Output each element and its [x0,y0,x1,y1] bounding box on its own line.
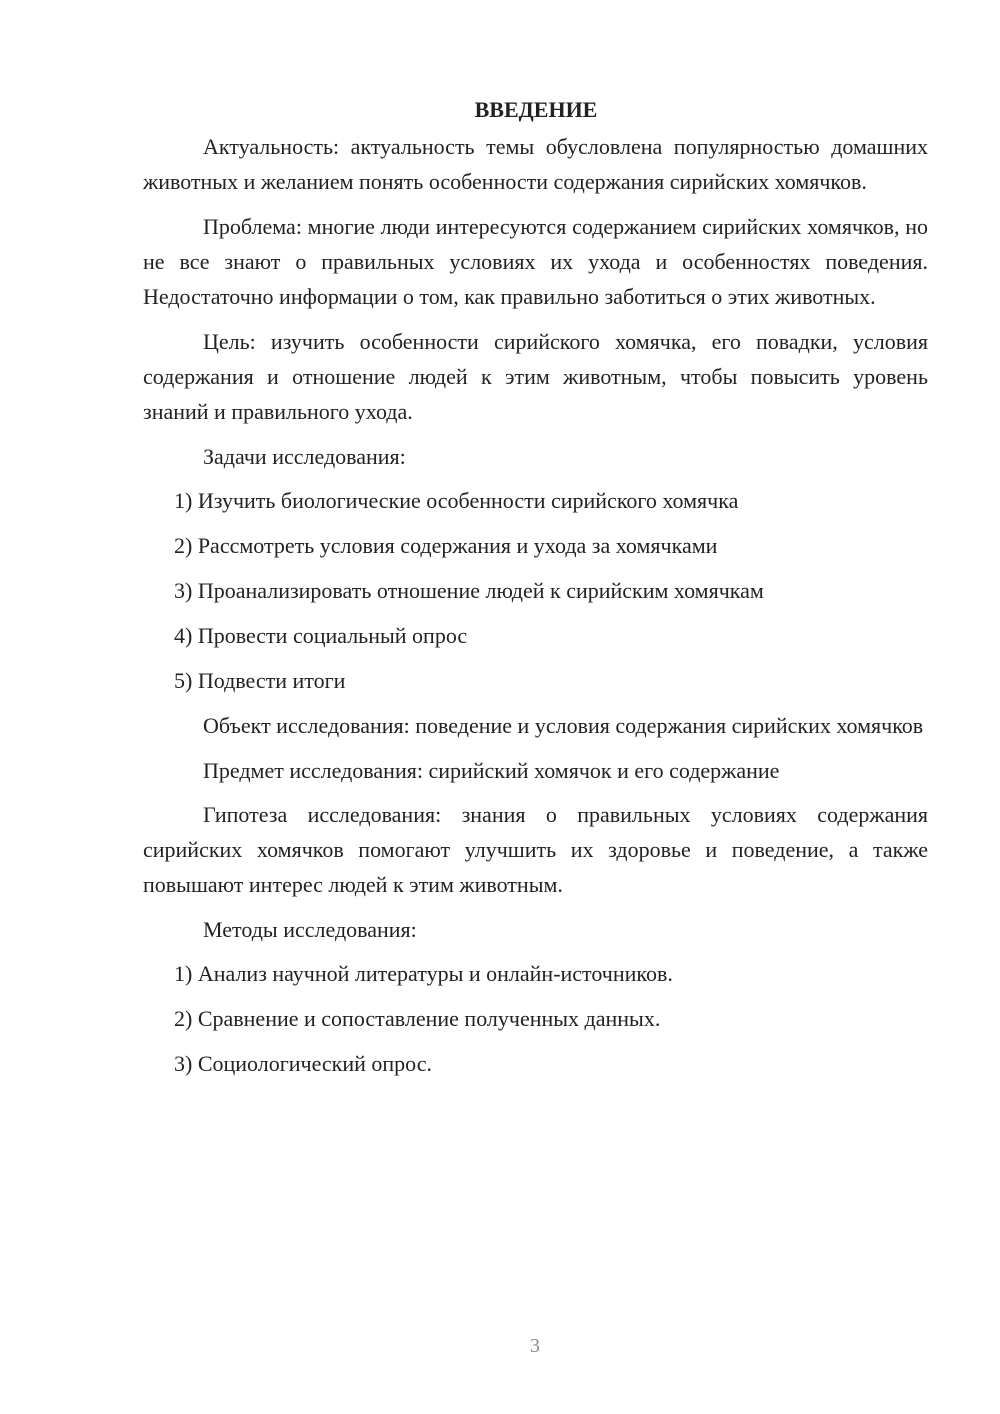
list-item-task-2: 2) Рассмотреть условия содержания и ухода за хомячками [174,533,718,558]
list-item-task-3: 3) Проанализировать отношение людей к сирийским хомячкам [174,578,764,603]
tasks-heading: Задачи исследования: [203,444,406,469]
paragraph-relevance: Актуальность: актуальность темы обусловлена популярностью домашних животных и желанием понять особенности содержания сирийских хомячков. [143,134,928,194]
paragraph-problem: Проблема: многие люди интересуются содержанием сирийских хомячков, но не все знают о правильных условиях их ухода и особенностях поведения. Недостаточно информации о том, как правильно заботиться о этих животных. [143,214,928,309]
paragraph-object: Объект исследования: поведение и условия содержания сирийских хомячков [203,713,924,738]
paragraph-hypothesis: Гипотеза исследования: знания о правильных условиях содержания сирийских хомячков помогают улучшить их здоровье и поведение, а также повышают интерес людей к этим животным. [143,802,928,897]
paragraph-goal: Цель: изучить особенности сирийского хомячка, его повадки, условия содержания и отношение людей к этим животным, чтобы повысить уровень знаний и правильного ухода. [143,329,928,424]
list-item-task-1: 1) Изучить биологические особенности сирийского хомячка [174,488,739,513]
list-item-method-2: 2) Сравнение и сопоставление полученных данных. [174,1006,661,1031]
page-content [143,92,928,1091]
list-item-task-4: 4) Провести социальный опрос [174,623,468,648]
list-item-task-5: 5) Подвести итоги [174,668,346,693]
paragraph-subject: Предмет исследования: сирийский хомячок и его содержание [203,758,780,783]
tasks-list [143,483,928,698]
methods-list [143,956,928,1081]
list-item-method-3: 3) Социологический опрос. [174,1051,432,1076]
page-number: 3 [530,1335,540,1357]
list-item-method-1: 1) Анализ научной литературы и онлайн-источников. [174,961,673,986]
page-title: ВВЕДЕНИЕ [474,97,598,122]
methods-heading: Методы исследования: [203,917,417,942]
